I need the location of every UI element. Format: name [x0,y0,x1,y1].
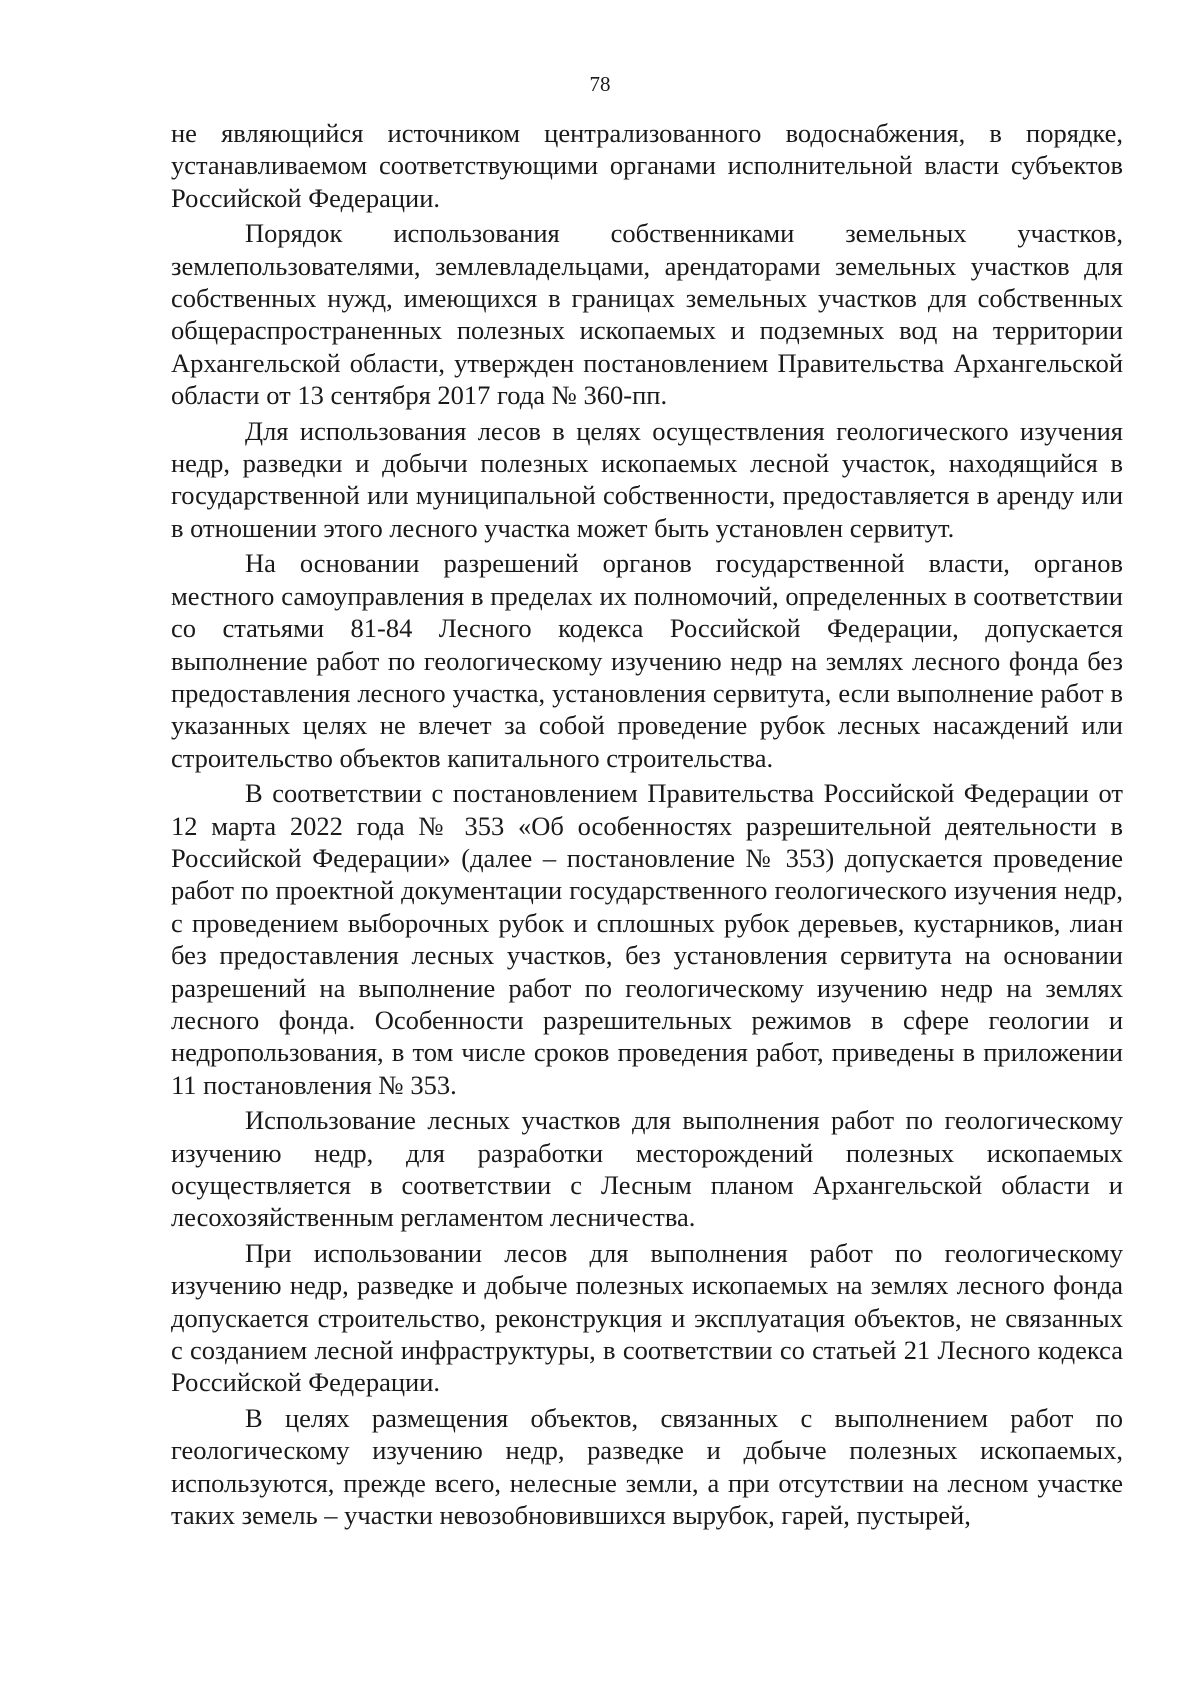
page-number: 78 [589,72,611,96]
paragraph-3: Для использования лесов в целях осуществления геологического изучения недр, разведки и добычи полезных ископаемых лесной участок, находящийся в государственной или муниципальной собственности, предоставляется в аренду или в отношении этого лесного участка может быть установлен сервитут. [171,415,1123,543]
paragraph-6: Использование лесных участков для выполнения работ по геологическому изучению недр, для разработки месторождений полезных ископаемых осуществляется в соответствии с Лесным планом Архангельской области и лесохозяйственным регламентом лесничества. [171,1105,1123,1233]
paragraph-5: В соответствии с постановлением Правительства Российской Федерации от 12 марта 2022 года № 353 «Об особенностях разрешительной деятельности в Российской Федерации» (далее – постановление № 353) допускается проведение работ по проектной документации государственного геологического изучения недр, с проведением выборочных рубок и сплошных рубок деревьев, кустарников, лиан без предоставления лесных участков, без установления сервитута на основании разрешений на выполнение работ по геологическому изучению недр на землях лесного фонда. Особенности разрешительных режимов в сфере геологии и недропользования, в том числе сроков проведения работ, приведены в приложении 11 постановления № 353. [171,778,1123,1100]
paragraph-7: При использовании лесов для выполнения работ по геологическому изучению недр, разведке и добыче полезных ископаемых на землях лесного фонда допускается строительство, реконструкция и эксплуатация объектов, не связанных с созданием лесной инфраструктуры, в соответствии со статьей 21 Лесного кодекса Российской Федерации. [171,1237,1123,1398]
paragraph-2: Порядок использования собственниками земельных участков, землепользователями, землевладельцами, арендаторами земельных участков для собственных нужд, имеющихся в границах земельных участков для собственных общераспространенных полезных ископаемых и подземных вод на территории Архангельской области, утвержден постановлением Правительства Архангельской области от 13 сентября 2017 года № 360-пп. [171,218,1123,411]
document-body [171,117,1123,1534]
paragraph-4: На основании разрешений органов государственной власти, органов местного самоуправления в пределах их полномочий, определенных в соответствии со статьями 81-84 Лесного кодекса Российской Федерации, допускается выполнение работ по геологическому изучению недр на землях лесного фонда без предоставления лесного участка, установления сервитута, если выполнение работ в указанных целях не влечет за собой проведение рубок лесных насаждений или строительство объектов капитального строительства. [171,548,1123,773]
paragraph-1: не являющийся источником централизованного водоснабжения, в порядке, устанавливаемом соответствующими органами исполнительной власти субъектов Российской Федерации. [171,118,1123,213]
paragraph-8: В целях размещения объектов, связанных с выполнением работ по геологическому изучению недр, разведке и добыче полезных ископаемых, используются, прежде всего, нелесные земли, а при отсутствии на лесном участке таких земель – участки невозобновившихся вырубок, гарей, пустырей, [171,1402,1123,1531]
